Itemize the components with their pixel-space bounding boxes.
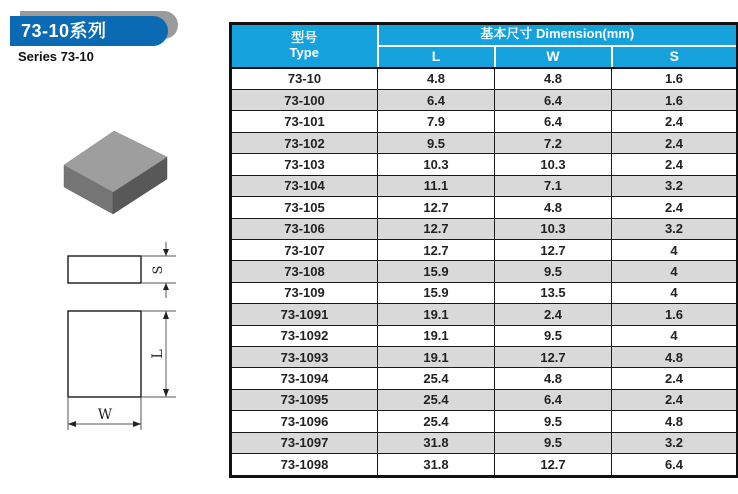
- cell-s: 4: [612, 239, 738, 260]
- cell-l: 25.4: [378, 411, 495, 432]
- cell-type: 73-101: [231, 111, 378, 132]
- cell-w: 9.5: [495, 432, 612, 453]
- cell-l: 25.4: [378, 368, 495, 389]
- cell-type: 73-1098: [231, 453, 378, 476]
- cell-type: 73-1093: [231, 346, 378, 367]
- cell-s: 4: [612, 325, 738, 346]
- cell-type: 73-1097: [231, 432, 378, 453]
- arrowhead-up: [163, 283, 169, 290]
- type-header-zh: 型号: [291, 29, 318, 45]
- table-row: [231, 368, 738, 389]
- table-row: [231, 239, 738, 260]
- cell-type: 73-104: [231, 175, 378, 196]
- series-subtitle: Series 73-10: [18, 49, 94, 64]
- column-header-type: [231, 24, 378, 68]
- cell-l: 4.8: [378, 68, 495, 90]
- cell-l: 12.7: [378, 197, 495, 218]
- cell-type: 73-10: [231, 68, 378, 90]
- arrowhead-up: [163, 311, 169, 319]
- type-header-en: Type: [289, 44, 319, 60]
- cell-type: 73-1094: [231, 368, 378, 389]
- cell-w: 4.8: [495, 197, 612, 218]
- arrowhead-left: [68, 421, 76, 427]
- table-row: [231, 389, 738, 410]
- cell-w: 10.3: [495, 218, 612, 239]
- cell-type: 73-1092: [231, 325, 378, 346]
- column-header-s: S: [612, 46, 738, 68]
- dimension-table: [229, 22, 738, 478]
- cell-l: 19.1: [378, 304, 495, 325]
- table-row: [231, 411, 738, 432]
- cell-s: 2.4: [612, 389, 738, 410]
- arrowhead-right: [133, 421, 141, 427]
- cell-s: 4.8: [612, 411, 738, 432]
- cell-w: 6.4: [495, 90, 612, 111]
- cell-s: 1.6: [612, 90, 738, 111]
- series-badge-title: 73-10系列: [10, 16, 168, 46]
- cell-type: 73-105: [231, 197, 378, 218]
- cell-w: 12.7: [495, 453, 612, 476]
- thickness-label: S: [151, 265, 166, 275]
- cell-w: 4.8: [495, 368, 612, 389]
- side-view-rect: [68, 256, 141, 283]
- product-block-illustration: [40, 118, 190, 223]
- cell-w: 4.8: [495, 68, 612, 90]
- table-row: [231, 132, 738, 153]
- table-row: [231, 453, 738, 476]
- cell-s: 1.6: [612, 68, 738, 90]
- cell-w: 7.2: [495, 132, 612, 153]
- arrowhead-down: [163, 249, 169, 256]
- cell-l: 7.9: [378, 111, 495, 132]
- table-row: [231, 346, 738, 367]
- cell-type: 73-1091: [231, 304, 378, 325]
- cell-l: 12.7: [378, 218, 495, 239]
- cell-type: 73-103: [231, 154, 378, 175]
- cell-s: 3.2: [612, 432, 738, 453]
- cell-s: 2.4: [612, 111, 738, 132]
- cell-w: 10.3: [495, 154, 612, 175]
- cell-w: 12.7: [495, 239, 612, 260]
- table-row: [231, 197, 738, 218]
- cell-l: 19.1: [378, 346, 495, 367]
- column-header-l: L: [378, 46, 495, 68]
- cell-type: 73-1095: [231, 389, 378, 410]
- table-row: [231, 282, 738, 303]
- table-row: [231, 432, 738, 453]
- width-label: W: [97, 407, 113, 423]
- cell-l: 11.1: [378, 175, 495, 196]
- cell-s: 6.4: [612, 453, 738, 476]
- cell-type: 73-106: [231, 218, 378, 239]
- cell-type: 73-1096: [231, 411, 378, 432]
- dimension-header-en: Dimension(mm): [535, 26, 635, 42]
- cell-l: 15.9: [378, 282, 495, 303]
- face-dimension-drawing: [55, 303, 195, 438]
- cell-type: 73-107: [231, 239, 378, 260]
- table-row: [231, 111, 738, 132]
- cell-type: 73-109: [231, 282, 378, 303]
- cell-s: 4: [612, 282, 738, 303]
- column-header-dimension: [378, 24, 738, 46]
- cell-s: 1.6: [612, 304, 738, 325]
- length-label: L: [150, 349, 166, 359]
- cell-s: 2.4: [612, 154, 738, 175]
- cell-l: 15.9: [378, 261, 495, 282]
- cell-s: 3.2: [612, 175, 738, 196]
- cell-w: 9.5: [495, 411, 612, 432]
- table-row: [231, 90, 738, 111]
- cell-l: 12.7: [378, 239, 495, 260]
- dimension-table-head: [231, 24, 738, 68]
- cell-s: 3.2: [612, 218, 738, 239]
- cell-l: 25.4: [378, 389, 495, 410]
- cell-w: 7.1: [495, 175, 612, 196]
- cell-w: 9.5: [495, 325, 612, 346]
- cell-s: 2.4: [612, 368, 738, 389]
- cell-s: 4.8: [612, 346, 738, 367]
- cell-s: 4: [612, 261, 738, 282]
- table-row: [231, 68, 738, 90]
- cell-l: 19.1: [378, 325, 495, 346]
- column-header-w: W: [495, 46, 612, 68]
- cell-l: 31.8: [378, 432, 495, 453]
- cell-w: 9.5: [495, 261, 612, 282]
- dimension-table-body: [231, 68, 738, 477]
- front-view-rect: [68, 311, 141, 397]
- table-row: [231, 325, 738, 346]
- cell-type: 73-100: [231, 90, 378, 111]
- thickness-dimension-drawing: [55, 240, 190, 302]
- cell-l: 10.3: [378, 154, 495, 175]
- cell-w: 6.4: [495, 389, 612, 410]
- table-row: [231, 304, 738, 325]
- cell-s: 2.4: [612, 197, 738, 218]
- table-row: [231, 154, 738, 175]
- cell-s: 2.4: [612, 132, 738, 153]
- cell-w: 6.4: [495, 111, 612, 132]
- table-row: [231, 175, 738, 196]
- cell-type: 73-108: [231, 261, 378, 282]
- cell-type: 73-102: [231, 132, 378, 153]
- cell-l: 9.5: [378, 132, 495, 153]
- cell-l: 6.4: [378, 90, 495, 111]
- cell-w: 12.7: [495, 346, 612, 367]
- cell-l: 31.8: [378, 453, 495, 476]
- table-row: [231, 218, 738, 239]
- arrowhead-down: [163, 389, 169, 397]
- cell-w: 13.5: [495, 282, 612, 303]
- dimension-header-zh: 基本尺寸: [480, 26, 533, 42]
- table-row: [231, 261, 738, 282]
- cell-w: 2.4: [495, 304, 612, 325]
